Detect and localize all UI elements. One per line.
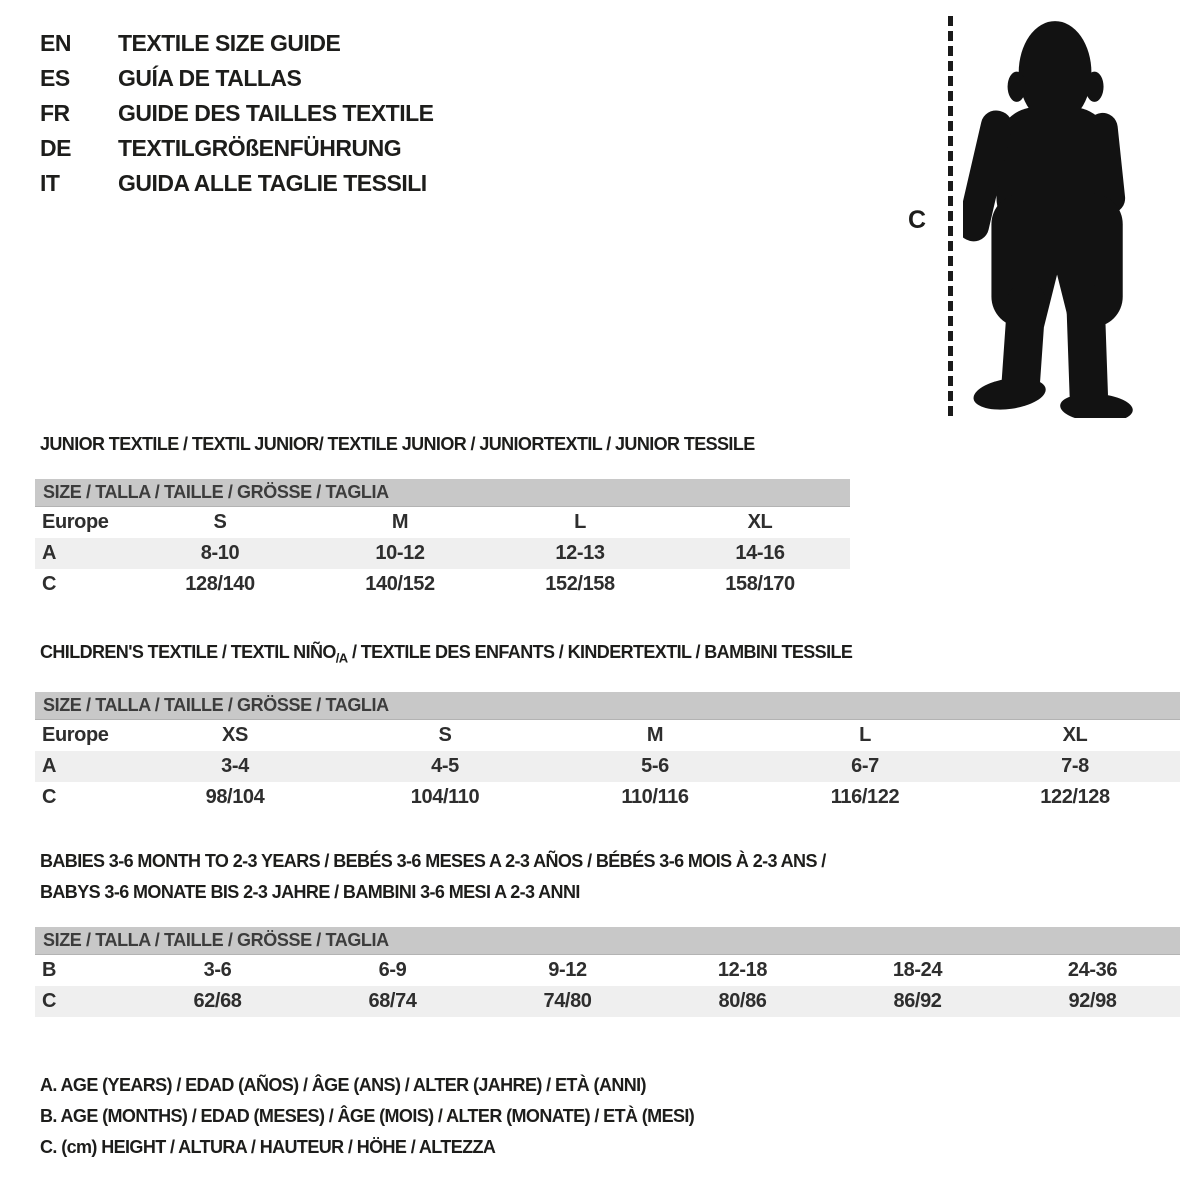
language-code: ES <box>40 65 70 91</box>
table-cell: L <box>574 511 586 533</box>
table-cell: 6-9 <box>378 959 407 981</box>
row-label: B <box>42 959 57 981</box>
table-cell: L <box>859 723 871 746</box>
language-title-block <box>40 26 434 201</box>
table-cell: M <box>391 511 409 533</box>
table-cell: 12-13 <box>555 542 605 564</box>
table-cell: 6-7 <box>851 754 879 777</box>
table-cell: 128/140 <box>185 573 255 595</box>
section-title-block <box>35 846 1180 908</box>
language-title: TEXTILGRÖßENFÜHRUNG <box>118 135 402 161</box>
table-cell: 7-8 <box>1061 754 1089 777</box>
table-cell: 92/98 <box>1068 990 1117 1012</box>
row-label: C <box>42 785 57 808</box>
legend-line-age-months: B. AGE (MONTHS) / EDAD (MESES) / ÂGE (MOIS) / ALTER (MONATE) / ETÀ (MESI) <box>40 1106 695 1126</box>
language-title: GUIDE DES TAILLES TEXTILE <box>118 100 434 126</box>
table-cell: 158/170 <box>725 573 795 595</box>
legend-line-height: C. (cm) HEIGHT / ALTURA / HAUTEUR / HÖHE / ALTEZZA <box>40 1137 496 1157</box>
row-label: C <box>42 573 57 595</box>
row-label: A <box>42 754 57 777</box>
section-junior-textile <box>35 434 850 600</box>
section-title-subscript: /A <box>335 650 348 666</box>
language-code: IT <box>40 170 60 196</box>
table-cell: M <box>646 723 664 746</box>
table-cell: 8-10 <box>200 542 240 564</box>
language-row <box>40 61 434 96</box>
table-row-b <box>35 955 1180 986</box>
size-header-bar: SIZE / TALLA / TAILLE / GRÖSSE / TAGLIA <box>35 927 1180 955</box>
section-title-line: BABIES 3-6 MONTH TO 2-3 YEARS / BEBÉS 3-6 MESES A 2-3 AÑOS / BÉBÉS 3-6 MOIS À 2-3 ANS / <box>40 851 826 871</box>
row-label: Europe <box>42 723 109 746</box>
row-label: C <box>42 990 57 1012</box>
section-title-text: CHILDREN'S TEXTILE / TEXTIL NIÑO <box>40 642 336 662</box>
size-table-rows <box>35 720 1180 813</box>
table-cell: XL <box>1062 723 1088 746</box>
section-title <box>40 642 1180 666</box>
row-label: A <box>42 542 57 564</box>
table-row-europe <box>35 720 1180 751</box>
table-cell: 14-16 <box>735 542 785 564</box>
legend-line-age-years: A. AGE (YEARS) / EDAD (AÑOS) / ÂGE (ANS) / ALTER (JAHRE) / ETÀ (ANNI) <box>40 1075 646 1095</box>
size-header-bar: SIZE / TALLA / TAILLE / GRÖSSE / TAGLIA <box>35 479 850 507</box>
table-cell: 116/122 <box>830 785 900 808</box>
table-cell: 74/80 <box>543 990 592 1012</box>
table-cell: S <box>438 723 452 746</box>
language-code: DE <box>40 135 71 161</box>
size-table-children <box>35 692 1180 813</box>
size-header-bar: SIZE / TALLA / TAILLE / GRÖSSE / TAGLIA <box>35 692 1180 720</box>
row-label: Europe <box>42 511 109 533</box>
section-title: JUNIOR TEXTILE / TEXTIL JUNIOR/ TEXTILE JUNIOR / JUNIORTEXTIL / JUNIOR TESSILE <box>40 434 755 454</box>
table-cell: 122/128 <box>1040 785 1110 808</box>
table-cell: 140/152 <box>365 573 435 595</box>
language-code: FR <box>40 100 70 126</box>
language-title: GUÍA DE TALLAS <box>118 65 302 91</box>
language-title: TEXTILE SIZE GUIDE <box>118 30 341 56</box>
table-cell: 62/68 <box>193 990 242 1012</box>
size-table-rows <box>35 955 1180 1017</box>
table-cell: 98/104 <box>205 785 265 808</box>
table-cell: 10-12 <box>375 542 425 564</box>
table-cell: 12-18 <box>717 959 768 981</box>
table-cell: 86/92 <box>893 990 942 1012</box>
table-cell: 24-36 <box>1067 959 1118 981</box>
section-title-text: / TEXTILE DES ENFANTS / KINDERTEXTIL / BAMBINI TESSILE <box>347 642 853 662</box>
table-row-c <box>35 782 1180 813</box>
table-cell: 5-6 <box>641 754 669 777</box>
table-row-c <box>35 569 850 600</box>
language-row <box>40 131 434 166</box>
table-cell: 3-4 <box>221 754 249 777</box>
table-cell: 110/116 <box>621 785 689 808</box>
table-cell: 152/158 <box>545 573 615 595</box>
toddler-silhouette-image <box>963 14 1135 418</box>
table-row-a <box>35 751 1180 782</box>
size-table-junior <box>35 479 850 600</box>
table-cell: 9-12 <box>548 959 587 981</box>
language-title: GUIDA ALLE TAGLIE TESSILI <box>118 170 427 196</box>
table-cell: 68/74 <box>368 990 417 1012</box>
size-table-rows <box>35 507 850 600</box>
table-cell: XL <box>747 511 773 533</box>
section-title-line: BABYS 3-6 MONATE BIS 2-3 JAHRE / BAMBINI 3-6 MESI A 2-3 ANNI <box>40 882 580 902</box>
language-row <box>40 166 434 201</box>
height-measure-dashed-line <box>948 16 953 416</box>
language-code: EN <box>40 30 71 56</box>
section-babies-textile <box>35 846 1180 1017</box>
table-row-europe <box>35 507 850 538</box>
table-cell: S <box>213 511 227 533</box>
table-cell: 80/86 <box>718 990 767 1012</box>
table-cell: 4-5 <box>431 754 459 777</box>
language-row <box>40 26 434 61</box>
table-cell: XS <box>222 723 248 746</box>
table-cell: 104/110 <box>410 785 480 808</box>
table-row-a <box>35 538 850 569</box>
legend-block <box>40 1070 694 1163</box>
table-cell: 3-6 <box>203 959 232 981</box>
section-childrens-textile <box>35 642 1180 813</box>
size-table-babies <box>35 927 1180 1017</box>
table-cell: 18-24 <box>892 959 943 981</box>
table-row-c <box>35 986 1180 1017</box>
height-measure-label: C <box>908 206 927 234</box>
language-row <box>40 96 434 131</box>
